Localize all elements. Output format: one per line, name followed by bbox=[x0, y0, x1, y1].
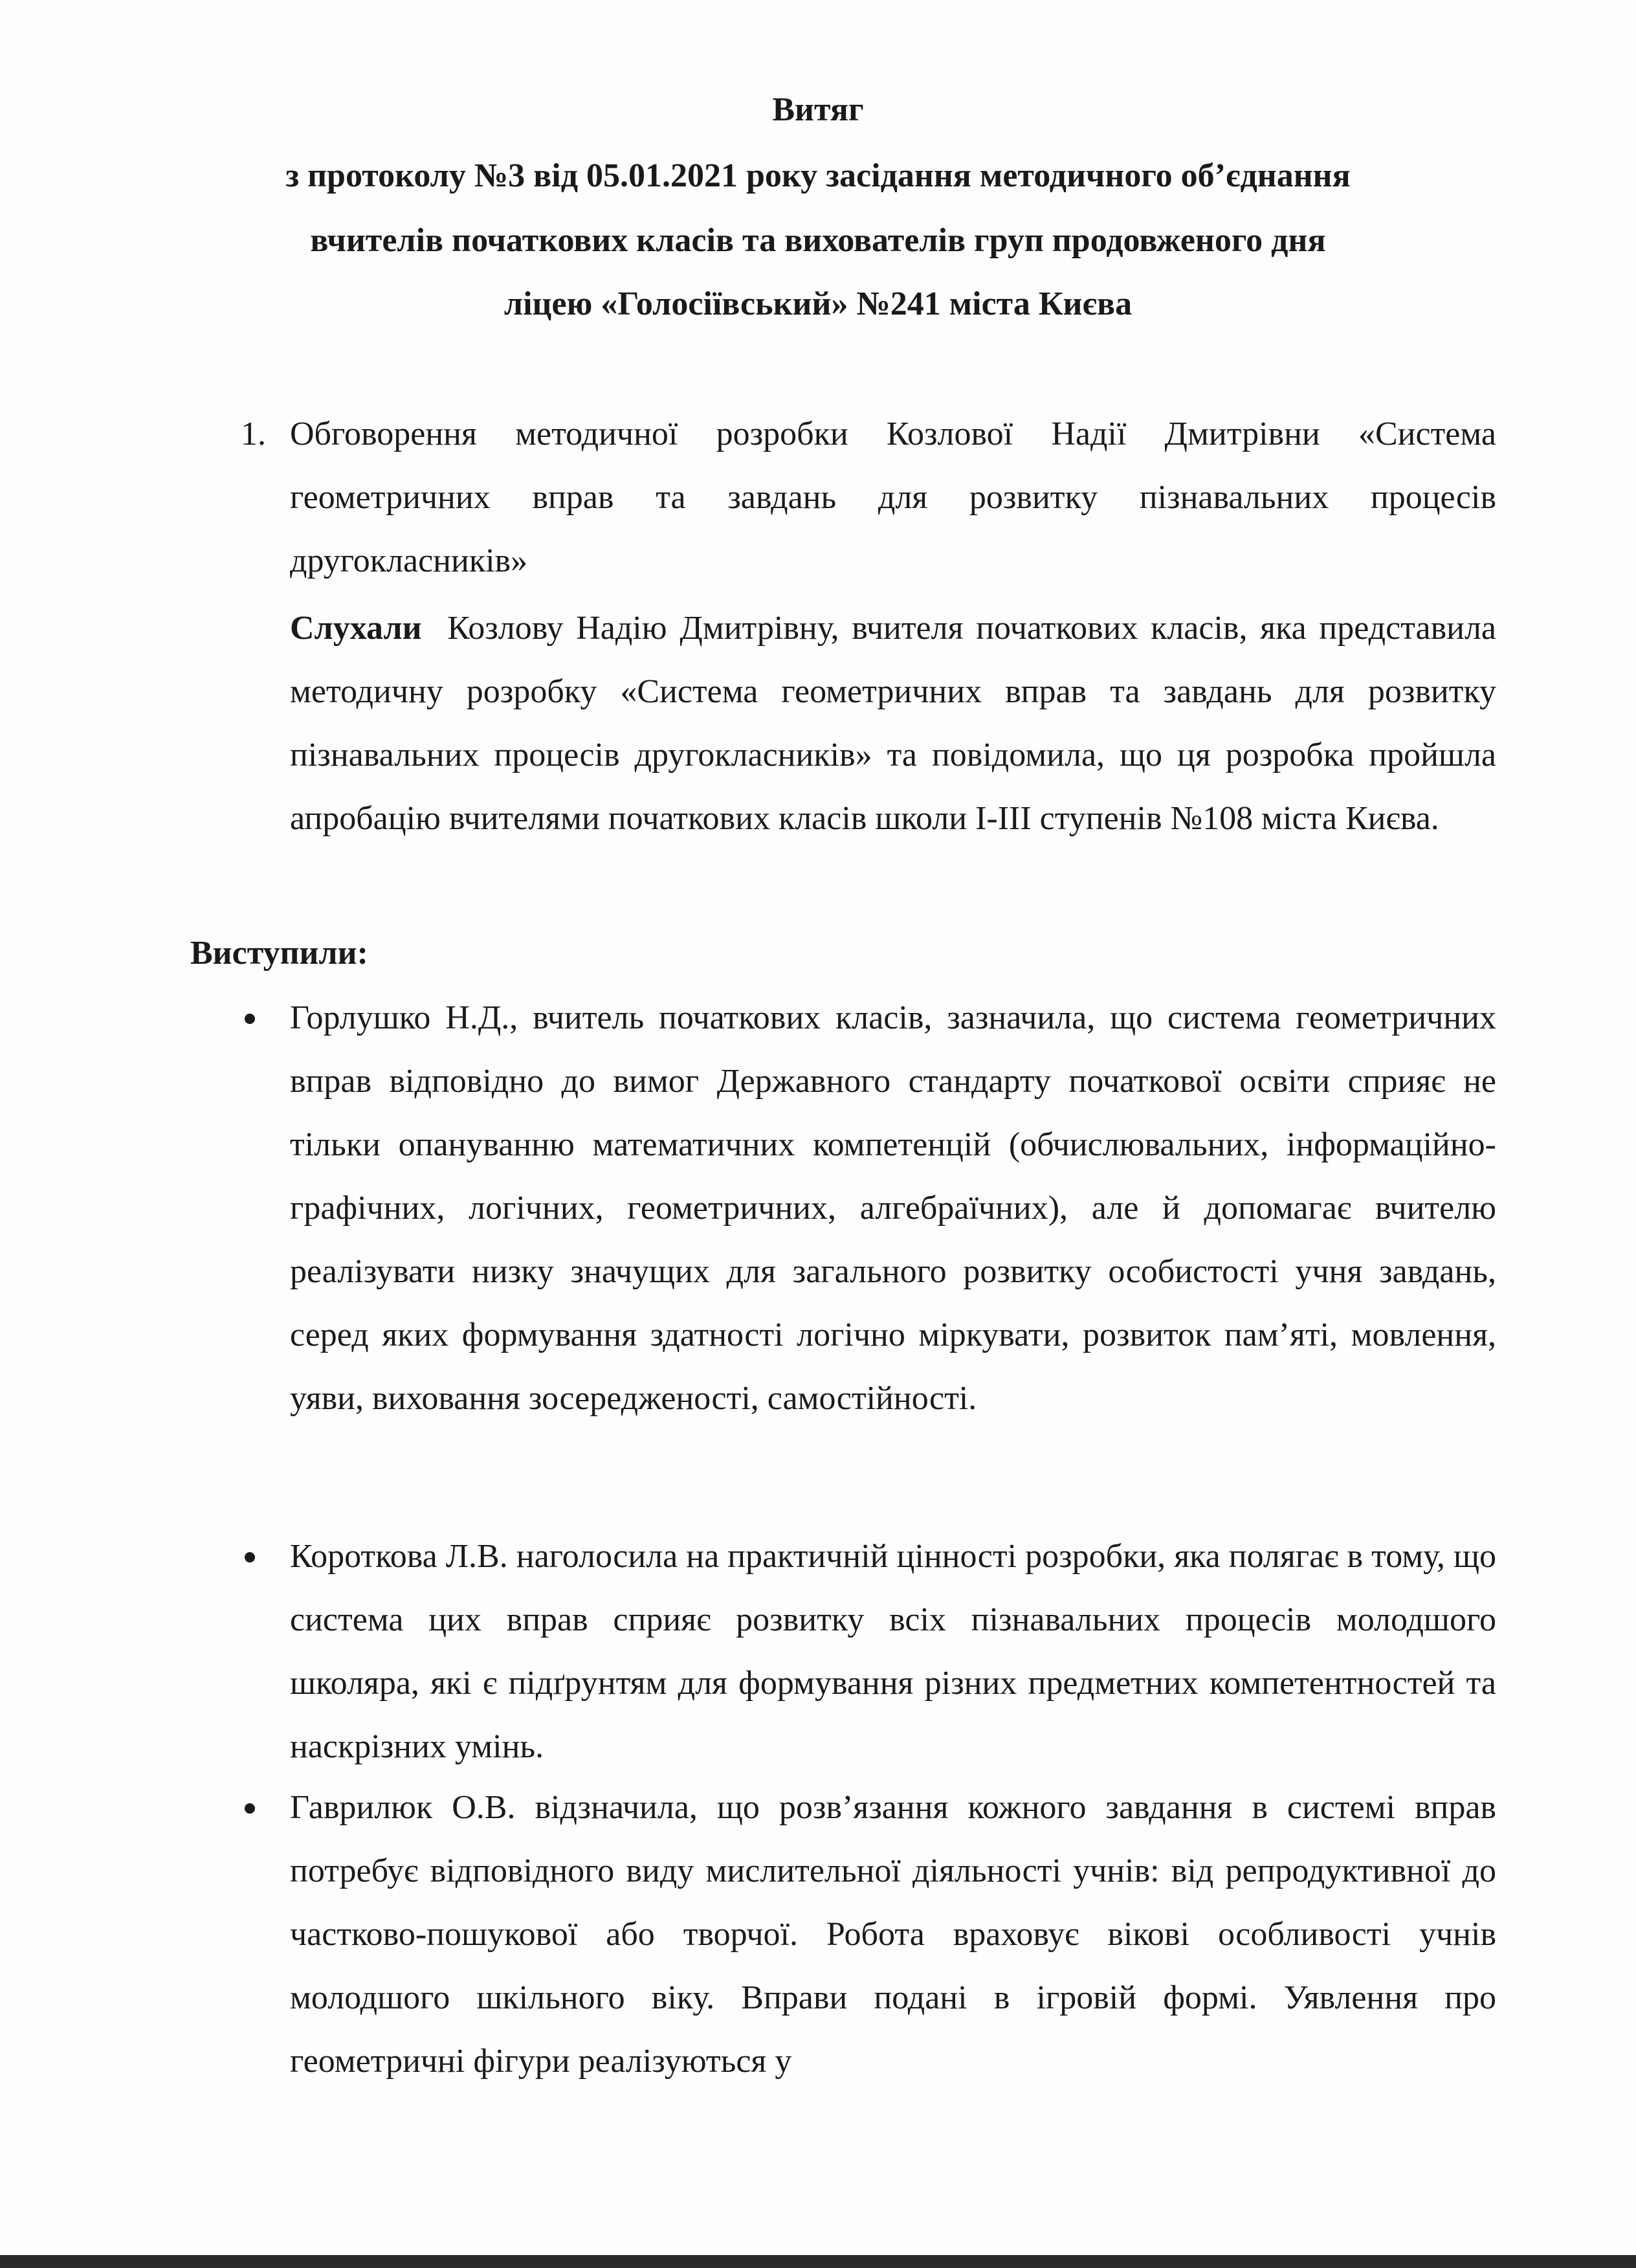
agenda-item-text: Обговорення методичної розробки Козлової Надії Дмитрівни «Система геометричних вправ та завдань для розвитку пізнавальних процесів другокласників» bbox=[290, 416, 1496, 579]
speaker-text: Горлушко Н.Д., вчитель початкових класів, зазначила, що система геометричних вправ відповідно до вимог Державного стандарту початкової освіти сприяє не тільки опануванню математичних компетенцій (обчислювальних, інформаційно-графічних, логічних, геометричних, алгебраїчних), але й допомагає вчителю реалізувати низку значущих для загального розвитку особистості учня завдань, серед яких формування здатності логічно міркувати, розвиток пам’яті, мовлення, уяви, виховання зосередженості, самостійності. bbox=[290, 999, 1496, 1417]
speaker-item-2 bbox=[241, 1525, 1496, 1779]
speaker-text: Гаврилюк О.В. відзначила, що розв’язання кожного завдання в системі вправ потребує відповідного виду мислительної діяльності учнів: від репродуктивної до частково-пошукової або творчої. Робота враховує вікові особливості учнів молодшого шкільного віку. Вправи подані в ігровій формі. Уявлення про геометричні фігури реалізуються у bbox=[290, 1789, 1496, 2080]
speaker-item-1 bbox=[241, 986, 1496, 1430]
document-subtitle-line-2: вчителів початкових класів та вихователів груп продовженого дня bbox=[310, 222, 1326, 259]
bullet-icon bbox=[241, 1525, 290, 1562]
agenda-item-1 bbox=[241, 403, 1496, 850]
document-subtitle-line-1: з протоколу №3 від 05.01.2021 року засідання методичного об’єднання bbox=[285, 157, 1351, 194]
heard-label: Слухали bbox=[290, 610, 422, 647]
document-subtitle-line-3: ліцею «Голосіївський» №241 міста Києва bbox=[503, 285, 1133, 322]
document-title: Витяг bbox=[772, 91, 864, 128]
scan-edge-band bbox=[0, 2255, 1636, 2268]
speaker-text: Короткова Л.В. наголосила на практичній цінності розробки, яка полягає в тому, що система цих вправ сприяє розвитку всіх пізнавальних процесів молодшого школяра, які є підґрунтям для формування різних предметних компетентностей та наскрізних умінь. bbox=[290, 1538, 1496, 1765]
speaker-item-3 bbox=[241, 1776, 1496, 2093]
heard-paragraph bbox=[290, 597, 1496, 850]
heard-text: Козлову Надію Дмитрівну, вчителя початкових класів, яка представила методичну розробку «Система геометричних вправ та завдань для розвитку пізнавальних процесів другокласників» та повідомила, що ця розробка пройшла апробацію вчителями початкових класів школи І-ІІІ ступенів №108 міста Києва. bbox=[290, 610, 1497, 837]
agenda-item-number: 1. bbox=[241, 416, 266, 452]
bullet-icon bbox=[241, 986, 290, 1024]
bullet-icon bbox=[241, 1776, 290, 1814]
speakers-heading: Виступили: bbox=[190, 935, 368, 972]
